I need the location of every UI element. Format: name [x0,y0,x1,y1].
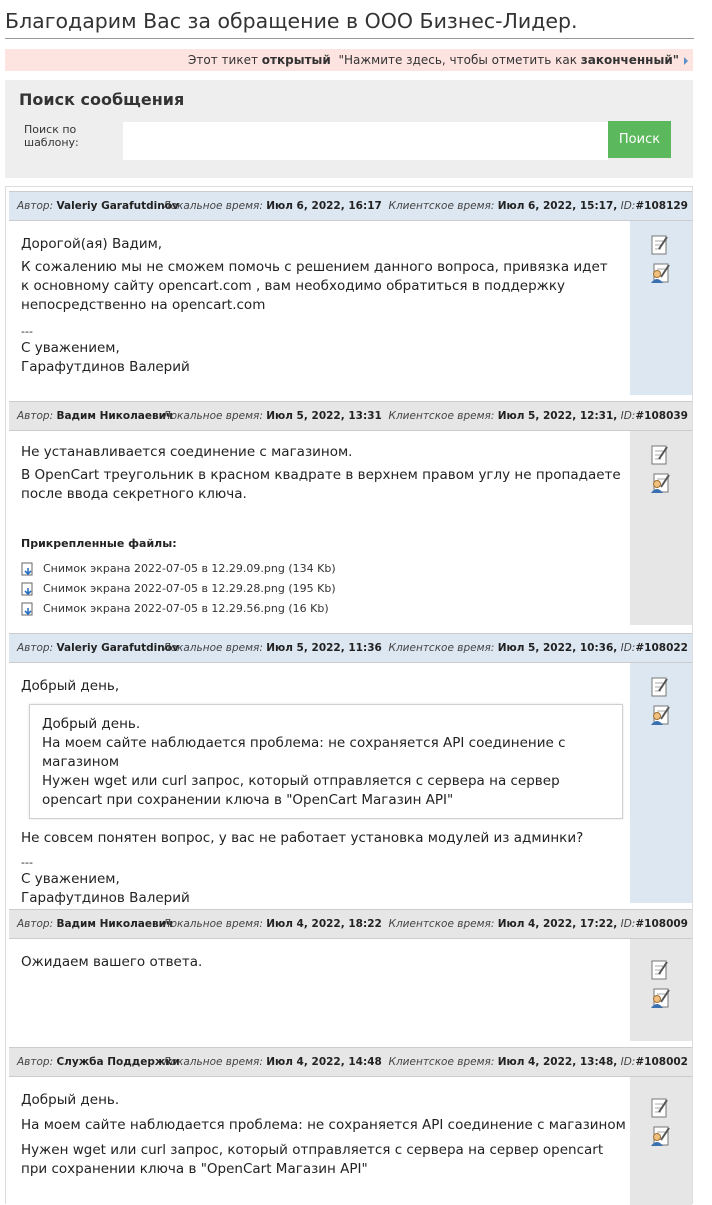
message-body: Дорогой(ая) Вадим, К сожалению мы не сможем помочь с решением данного вопроса, привязка идет к основному сайту opencart.com , вам необходимо обратиться в поддержку непосредственно на opencart.com --- С уважением, Гарафутдинов Валерий [9,221,629,395]
message-108002 [9,1047,692,1205]
message-id: #108039 [635,410,688,422]
message-id: #108129 [635,200,688,212]
ticket-status-bar [5,49,693,71]
message-header: Автор: Valeriy Garafutdinov Локальное время: Июл 6, 2022, 16:17 Клиентское время: Июл 6, 2022, 15:17, ID:#108129 [9,191,692,221]
message-local-time: Июл 6, 2022, 16:17 [266,200,382,212]
arrow-right-icon [684,57,688,65]
message-body: Не устанавливается соединение с магазином. В OpenCart треугольник в красном квадрате в верхнем правом углу не пропадаете после ввода секретного ключа. Прикрепленные файлы: Снимок экрана 2022-07-05 в 12.29.09.png (134 Kb) Снимок экрана 2022-07-05 в 12.29.28.png (195 Kb) Снимок экрана 2022-07-05 в 12.29.56.png (16 Kb) [9,431,629,625]
search-title: Поиск сообщения [19,90,185,109]
message-author: Служба Поддержки [56,1056,180,1068]
message-body: Добрый день. На моем сайте наблюдается проблема: не сохраняется API соединение с магазином Нужен wget или curl запрос, который отправляется с сервера на сервер opencart при сохранении ключа в "OpenCart Магазин API" [9,1077,629,1205]
edit-user-icon[interactable] [650,1125,670,1147]
edit-user-icon[interactable] [650,262,670,284]
message-local-time: Июл 4, 2022, 18:22 [266,918,382,930]
message-local-time: Июл 5, 2022, 11:36 [266,642,382,654]
message-author: Вадим Николаевич [56,410,174,422]
message-client-time: Июл 4, 2022, 17:22, [497,918,618,930]
status-state: открытый [261,53,331,67]
edit-note-icon[interactable] [650,234,670,256]
edit-user-icon[interactable] [650,472,670,494]
search-button[interactable]: Поиск [608,121,671,158]
message-actions [630,431,692,625]
message-local-time: Июл 4, 2022, 14:48 [266,1056,382,1068]
search-panel [5,80,693,178]
message-author: Valeriy Garafutdinov [56,200,179,212]
message-client-time: Июл 6, 2022, 15:17, [497,200,618,212]
message-client-time: Июл 5, 2022, 12:31, [497,410,618,422]
message-108039 [9,401,692,625]
message-actions [630,939,692,1041]
search-input[interactable] [123,122,608,160]
message-client-time: Июл 5, 2022, 10:36, [497,642,618,654]
edit-note-icon[interactable] [650,676,670,698]
edit-note-icon[interactable] [650,1097,670,1119]
attachment-link[interactable]: Снимок экрана 2022-07-05 в 12.29.28.png (195 Kb) [21,579,629,599]
download-file-icon [21,602,35,616]
message-header: Автор: Вадим Николаевич Локальное время: Июл 4, 2022, 18:22 Клиентское время: Июл 4, 2022, 17:22, ID:#108009 [9,909,692,939]
mark-closed-link[interactable]: "Нажмите здесь, чтобы отметить как законченный" [338,53,679,67]
download-file-icon [21,562,35,576]
status-prefix: Этот тикет [188,53,258,67]
message-108022 [9,633,692,906]
message-108009 [9,909,692,1041]
message-actions [630,663,692,903]
edit-user-icon[interactable] [650,704,670,726]
message-id: #108009 [635,918,688,930]
search-label: Поиск по шаблону: [24,123,79,149]
edit-note-icon[interactable] [650,959,670,981]
message-author: Valeriy Garafutdinov [56,642,179,654]
message-thread [5,186,693,1204]
quoted-message: Добрый день. На моем сайте наблюдается проблема: не сохраняется API соединение с магазином Нужен wget или curl запрос, который отправляется с сервера на сервер opencart при сохранении ключа в "OpenCart Магазин API" [29,704,623,819]
message-body: Добрый день, Добрый день. На моем сайте наблюдается проблема: не сохраняется API соединение с магазином Нужен wget или curl запрос, который отправляется с сервера на сервер opencart при сохранении ключа в "OpenCart Магазин API" Не совсем понятен вопрос, у вас не работает установка модулей из админки? --- С уважением, Гарафутдинов Валерий [9,663,629,903]
title-divider [5,38,694,39]
message-actions [630,1077,692,1205]
message-header: Автор: Служба Поддержки Локальное время: Июл 4, 2022, 14:48 Клиентское время: Июл 4, 2022, 13:48, ID:#108002 [9,1047,692,1077]
attachments-title: Прикрепленные файлы: [21,537,177,550]
attachment-link[interactable]: Снимок экрана 2022-07-05 в 12.29.56.png (16 Kb) [21,599,629,619]
download-file-icon [21,582,35,596]
message-id: #108022 [635,642,688,654]
message-id: #108002 [635,1056,688,1068]
page-title: Благодарим Вас за обращение в ООО Бизнес-Лидер. [5,9,578,33]
message-body: Ожидаем вашего ответа. [9,939,629,1041]
message-header: Автор: Valeriy Garafutdinov Локальное время: Июл 5, 2022, 11:36 Клиентское время: Июл 5, 2022, 10:36, ID:#108022 [9,633,692,663]
message-108129 [9,191,692,395]
message-local-time: Июл 5, 2022, 13:31 [266,410,382,422]
message-client-time: Июл 4, 2022, 13:48, [497,1056,618,1068]
message-author: Вадим Николаевич [56,918,174,930]
message-header: Автор: Вадим Николаевич Локальное время: Июл 5, 2022, 13:31 Клиентское время: Июл 5, 2022, 12:31, ID:#108039 [9,401,692,431]
attachment-link[interactable]: Снимок экрана 2022-07-05 в 12.29.09.png (134 Kb) [21,559,629,579]
edit-note-icon[interactable] [650,444,670,466]
message-actions [630,221,692,395]
edit-user-icon[interactable] [650,987,670,1009]
